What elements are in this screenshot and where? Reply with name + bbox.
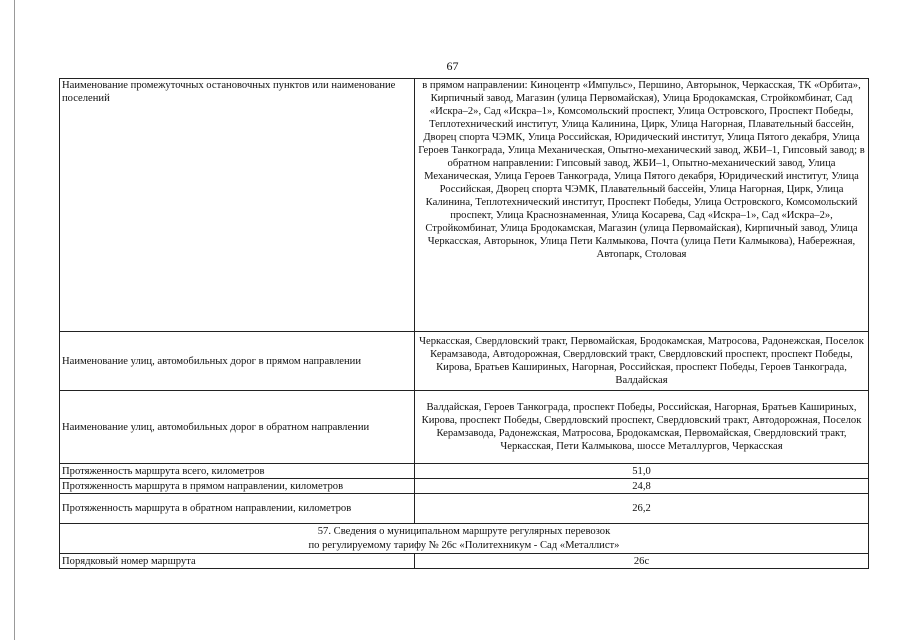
row-value: Черкасская, Свердловский тракт, Первомайская, Бродокамская, Матросова, Радонежская, Поселок Керамзавода, Автодорожная, Свердловский тракт, Свердловский проспект, проспект Победы, Кирова, Братьев Кашириных, Нагорная, Российская, проспект Победы, Героев Танкограда, Валдайская <box>415 332 869 391</box>
row-value: 26,2 <box>415 494 869 524</box>
section-heading-line: 57. Сведения о муниципальном маршруте регулярных перевозок <box>317 525 611 537</box>
section-heading-row <box>60 524 869 554</box>
table-row <box>60 479 869 494</box>
table-row <box>60 79 869 332</box>
page-number: 67 <box>446 59 459 73</box>
row-label: Наименование улиц, автомобильных дорог в прямом направлении <box>60 332 415 391</box>
table-row <box>60 554 869 569</box>
table-row <box>60 464 869 479</box>
row-label: Протяженность маршрута всего, километров <box>60 464 415 479</box>
table-row <box>60 391 869 464</box>
section-heading-line: по регулируемому тарифу № 26с «Политехникум - Сад «Металлист» <box>308 539 620 551</box>
row-value: 26с <box>415 554 869 569</box>
row-label: Протяженность маршрута в обратном направлении, километров <box>60 494 415 524</box>
row-label: Порядковый номер маршрута <box>60 554 415 569</box>
row-label: Протяженность маршрута в прямом направлении, километров <box>60 479 415 494</box>
section-heading <box>60 524 869 554</box>
table-row <box>60 494 869 524</box>
row-label: Наименование улиц, автомобильных дорог в обратном направлении <box>60 391 415 464</box>
row-label: Наименование промежуточных остановочных пунктов или наименование поселений <box>60 79 415 332</box>
row-value: в прямом направлении: Киноцентр «Импульс», Першино, Авторынок, Черкасская, ТК «Орбита», Кирпичный завод, Магазин (улица Первомайская), Улица Бродокамская, Стройкомбинат, Сад «Искра–2», Сад «Искра–1», Комсомольский проспект, Улица Островского, Проспект Победы, Теплотехнический институт, Улица Калинина, Цирк, Улица Нагорная, Плавательный бассейн, Дворец спорта ЧЭМК, Улица Российская, Юридический институт, Улица Пятого декабря, Улица Героев Танкограда, Улица Механическая, Опытно-механический завод, ЖБИ–1, Гипсовый завод; в обратном направлении: Гипсовый завод, ЖБИ–1, Опытно-механический завод, Улица Механическая, Улица Героев Танкограда, Улица Пятого декабря, Юридический институт, Улица Российская, Дворец спорта ЧЭМК, Плавательный бассейн, Улица Нагорная, Цирк, Улица Калинина, Теплотехнический институт, Проспект Победы, Улица Островского, Комсомольский проспект, Улица Краснознаменная, Улица Косарева, Сад «Искра–1», Сад «Искра–2», Стройкомбинат, Улица Бродокамская, Магазин (улица Первомайская), Кирпичный завод, Улица Черкасская, Авторынок, Улица Пети Калмыкова, Почта (улица Пети Калмыкова), Набережная, Автопарк, Столовая <box>415 79 869 332</box>
row-value: 24,8 <box>415 479 869 494</box>
row-value: 51,0 <box>415 464 869 479</box>
row-value: Валдайская, Героев Танкограда, проспект Победы, Российская, Нагорная, Братьев Кашириных, Кирова, проспект Победы, Свердловский проспект, Свердловский тракт, Автодорожная, Поселок Керамзавода, Радонежская, Матросова, Бродокамская, Первомайская, Свердловский тракт, Черкасская, Пети Калмыкова, шоссе Металлургов, Черкасская <box>415 391 869 464</box>
table-row <box>60 332 869 391</box>
route-info-table <box>59 78 869 569</box>
page-edge-line <box>14 0 15 640</box>
